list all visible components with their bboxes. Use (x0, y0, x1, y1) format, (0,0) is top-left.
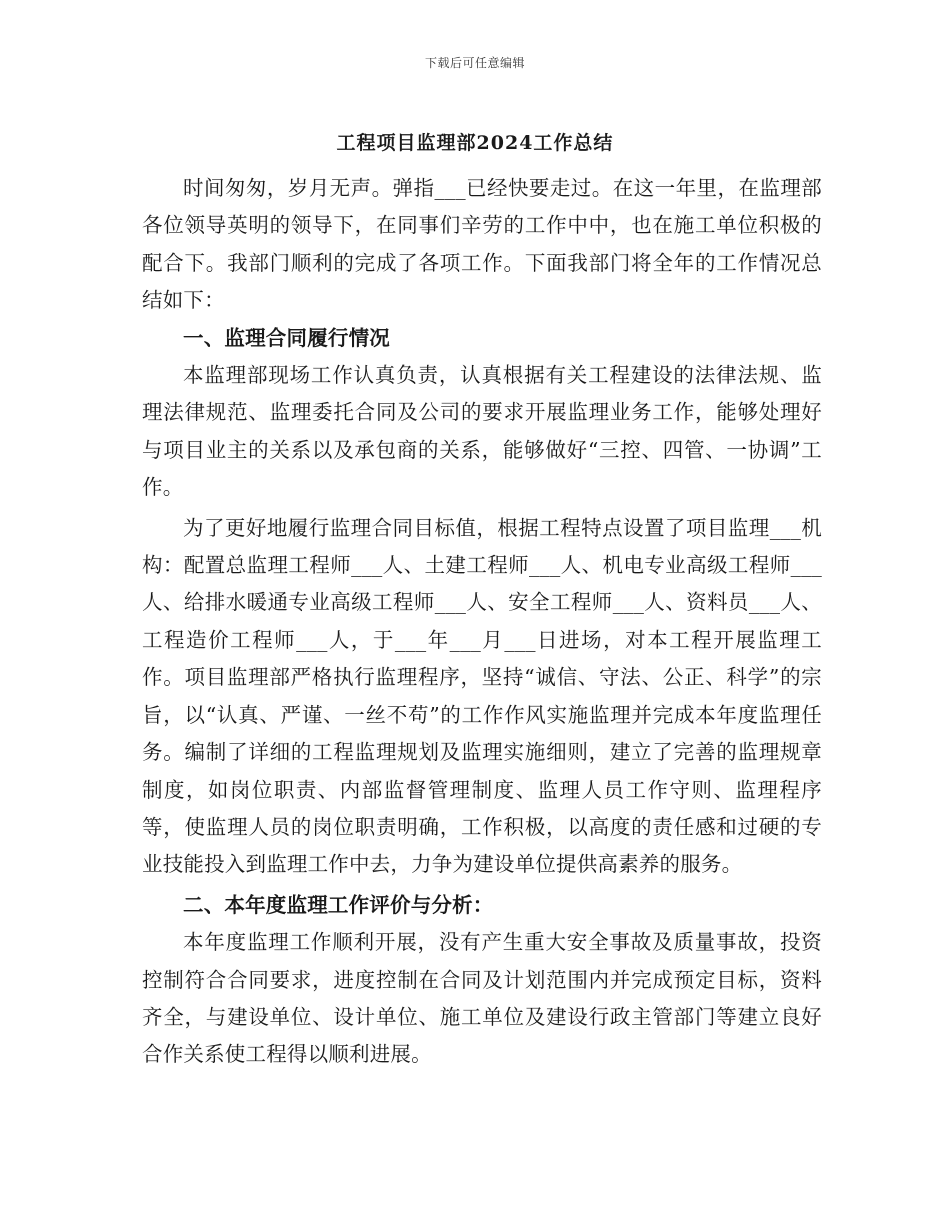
paragraph-contract: 本监理部现场工作认真负责，认真根据有关工程建设的法律法规、监理法律规范、监理委托合同及公司的要求开展监理业务工作，能够处理好与项目业主的关系以及承包商的关系，能够做好“三控、四管、一协调”工作。 (142, 363, 822, 500)
paragraph-evaluation: 本年度监理工作顺利开展，没有产生重大安全事故及质量事故，投资控制符合合同要求，进度控制在合同及计划范围内并完成预定目标，资料齐全，与建设单位、设计单位、施工单位及建设行政主管部门等建立良好合作关系使工程得以顺利进展。 (142, 930, 822, 1067)
page-header-note: 下载后可任意编辑 (424, 56, 525, 70)
paragraph-organization: 为了更好地履行监理合同目标值，根据工程特点设置了项目监理___机构：配置总监理工程师___人、土建工程师___人、机电专业高级工程师___人、给排水暖通专业高级工程师___人、安全工程师___人、资料员___人、工程造价工程师___人，于___年___月___日进场，对本工程开展监理工作。项目监理部严格执行监理程序，坚持“诚信、守法、公正、科学”的宗旨，以“认真、严谨、一丝不苟”的工作作风实施监理并完成本年度监理任务。编制了详细的工程监理规划及监理实施细则，建立了完善的监理规章制度，如岗位职责、内部监督管理制度、监理人员工作守则、监理程序等，使监理人员的岗位职责明确，工作积极，以高度的责任感和过硬的专业技能投入到监理工作中去，力争为建设单位提供高素养的服务。 (142, 515, 822, 877)
document-title: 工程项目监理部2024工作总结 (336, 132, 614, 154)
section-heading-2: 二、本年度监理工作评价与分析： (183, 892, 494, 917)
paragraph-intro: 时间匆匆，岁月无声。弹指___已经快要走过。在这一年里，在监理部各位领导英明的领导下，在同事们辛劳的工作中中，也在施工单位积极的配合下。我部门顺利的完成了各项工作。下面我部门将全年的工作情况总结如下： (142, 176, 822, 313)
document-body (142, 170, 822, 1074)
section-heading-1: 一、监理合同履行情况 (183, 325, 390, 350)
